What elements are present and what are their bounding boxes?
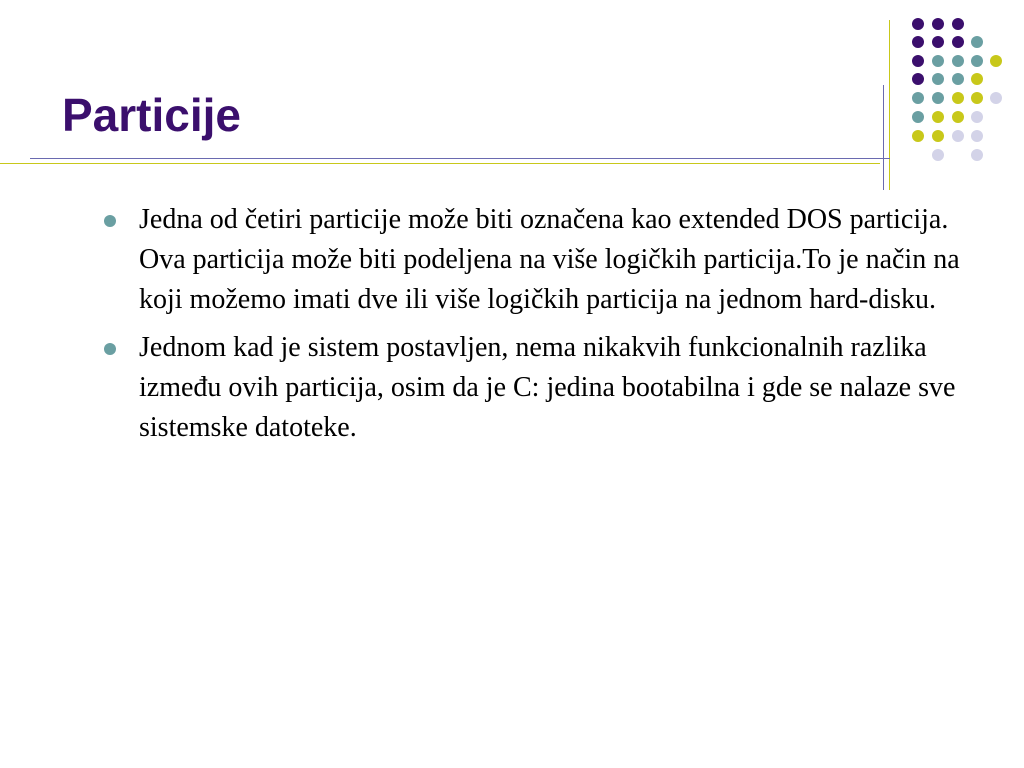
dot: [952, 130, 964, 142]
dot: [971, 73, 983, 85]
bullet-text: Jednom kad je sistem postavljen, nema nikakvih funkcionalnih razlika između ovih particija, osim da je C: jedina bootabilna i gde se nalaze sve sistemske datoteke.: [139, 332, 956, 443]
dot: [932, 149, 944, 161]
dot: [932, 18, 944, 30]
dot: [912, 111, 924, 123]
decorative-vertical-line: [883, 85, 884, 190]
decorative-vertical-line: [889, 20, 890, 190]
bullet-item: [96, 200, 966, 320]
dot: [912, 18, 924, 30]
dot: [952, 111, 964, 123]
dot: [952, 73, 964, 85]
dot: [952, 36, 964, 48]
decorative-horizontal-line: [30, 158, 890, 159]
dot: [912, 130, 924, 142]
dot: [912, 73, 924, 85]
dot: [932, 92, 944, 104]
dot: [952, 92, 964, 104]
dot: [990, 55, 1002, 67]
dot: [971, 36, 983, 48]
bullet-item: [96, 328, 966, 448]
dot: [932, 36, 944, 48]
bullet-text: Jedna od četiri particije može biti označena kao extended DOS particija. Ova particija može biti podeljena na više logičkih particija.To je način na koji možemo imati dve ili više logičkih particija na jednom hard-disku.: [139, 204, 960, 315]
decorative-horizontal-line: [0, 163, 880, 164]
bullet-icon: [104, 343, 116, 355]
bullet-icon: [104, 215, 116, 227]
dot: [932, 55, 944, 67]
dot: [971, 111, 983, 123]
dot: [952, 18, 964, 30]
dot: [952, 55, 964, 67]
dot: [932, 73, 944, 85]
bullet-list: [96, 200, 966, 456]
dot: [932, 111, 944, 123]
dot: [932, 130, 944, 142]
slide-title: Particije: [62, 89, 241, 141]
dot: [912, 36, 924, 48]
dot: [912, 55, 924, 67]
dot: [971, 92, 983, 104]
dot: [971, 55, 983, 67]
dot: [971, 149, 983, 161]
dot: [971, 130, 983, 142]
dot: [990, 92, 1002, 104]
dot: [912, 92, 924, 104]
